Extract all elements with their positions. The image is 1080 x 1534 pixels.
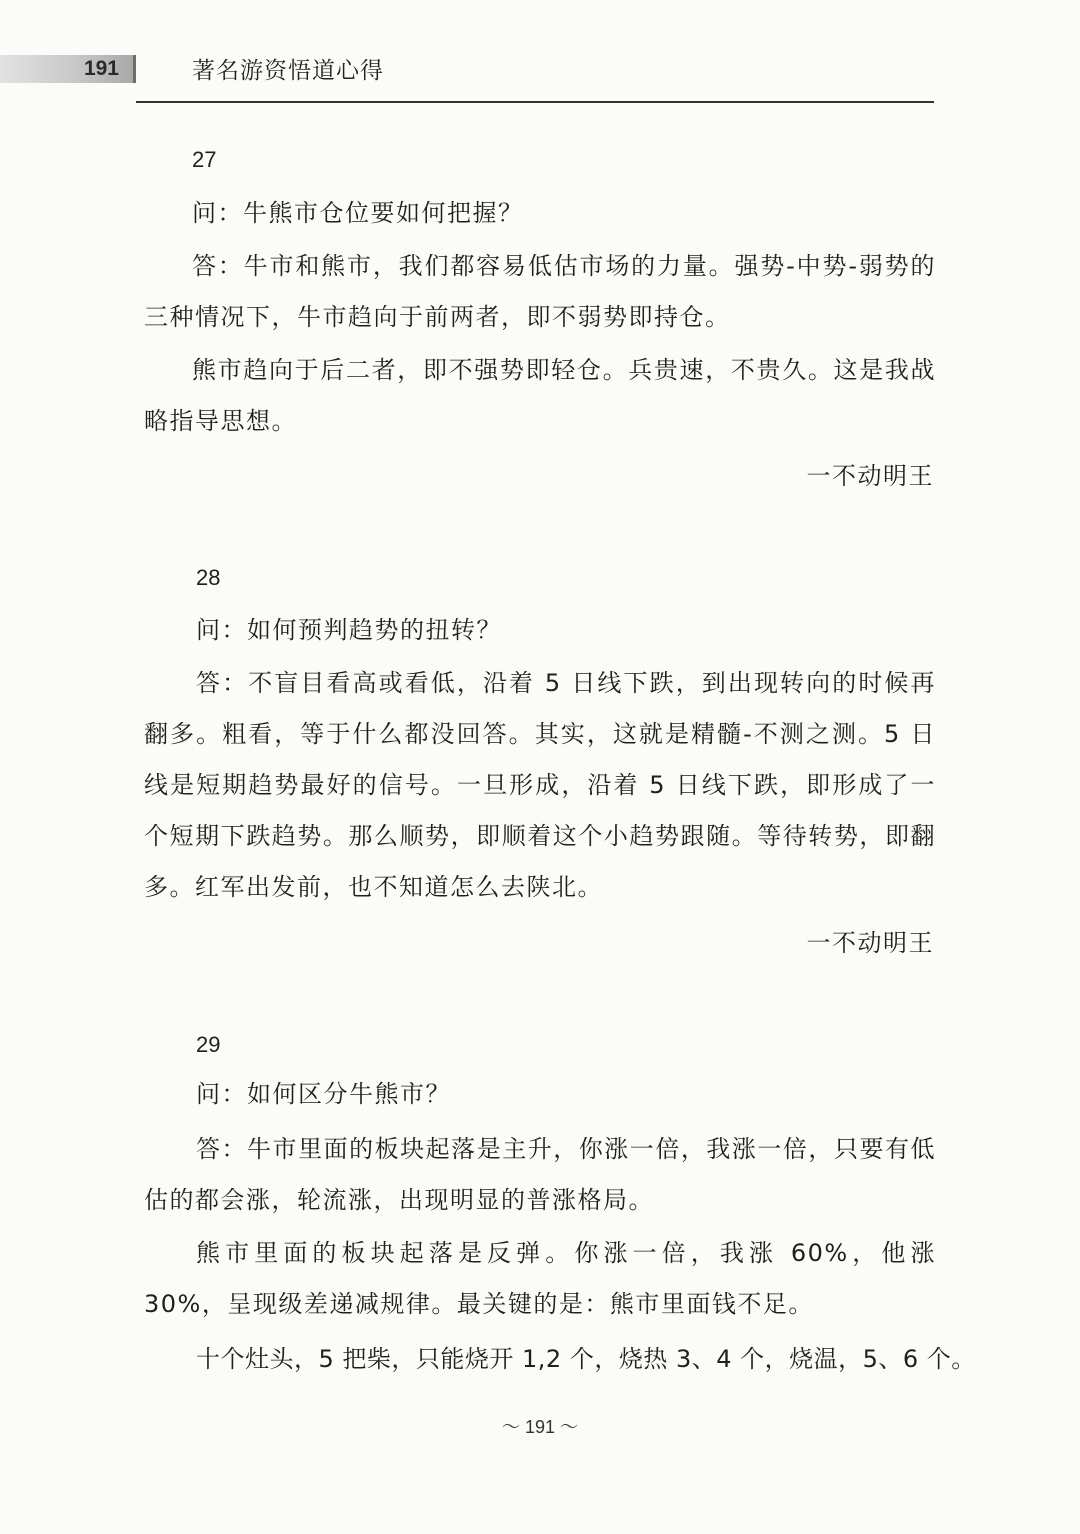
book-title: 著名游资悟道心得	[192, 58, 384, 84]
header-divider	[136, 101, 934, 103]
author-signature: 一不动明王	[806, 462, 934, 490]
section-number: 27	[192, 147, 217, 172]
answer-paragraph: 十个灶头，5 把柴，只能烧开 1,2 个，烧热 3、4 个，烧温，5、6 个。	[196, 1345, 976, 1373]
footer-page-number: ～ 191 ～	[501, 1417, 579, 1437]
answer-paragraph: 答：牛市和熊市，我们都容易低估市场的力量。强势-中势-弱势的三种情况下，牛市趋向于前两者，即不弱势即持仓。	[144, 252, 936, 331]
answer-paragraph: 答：不盲目看高或看低，沿着 5 日线下跌，到出现转向的时候再翻多。粗看，等于什么都没回答。其实，这就是精髓-不测之测。5 日线是短期趋势最好的信号。一旦形成，沿着 5 日线下跌，即形成了一个短期下跌趋势。那么顺势，即顺着这个小趋势跟随。等待转势，即翻多。红军出发前，也不知道怎么去陕北。	[144, 669, 936, 901]
answer-paragraph: 熊市趋向于后二者，即不强势即轻仓。兵贵速，不贵久。这是我战略指导思想。	[144, 356, 936, 435]
question-text: 问：如何区分牛熊市？	[196, 1080, 451, 1108]
section-number: 29	[196, 1032, 221, 1057]
answer-paragraph: 答：牛市里面的板块起落是主升，你涨一倍，我涨一倍，只要有低估的都会涨，轮流涨，出现明显的普涨格局。	[144, 1135, 936, 1214]
question-text: 问：如何预判趋势的扭转？	[196, 616, 502, 644]
author-signature: 一不动明王	[806, 929, 934, 957]
question-text: 问：牛熊市仓位要如何把握？	[192, 199, 524, 227]
section-number: 28	[196, 565, 221, 590]
header-page-number: 191	[83, 57, 119, 80]
answer-paragraph: 熊市里面的板块起落是反弹。你涨一倍，我涨 60%，他涨 30%，呈现级差递减规律。最关键的是：熊市里面钱不足。	[144, 1239, 936, 1318]
header-page-tab	[0, 55, 136, 83]
